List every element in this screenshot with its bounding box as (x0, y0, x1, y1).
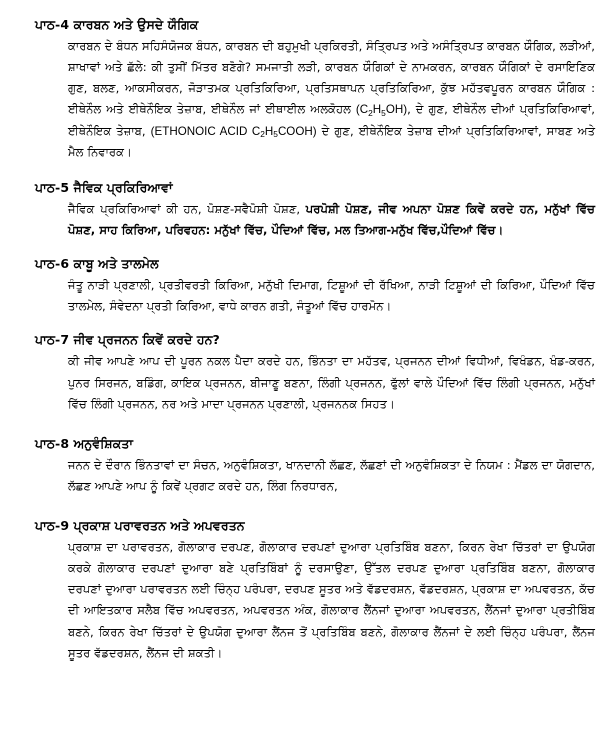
text-run: , ਦੇ ਗੁਣ, ਈਥੇਨੌਲ ਦੀਆਂ ਪ੍ਰਤਿਕਿਰਿਆਵਾਂ, ਈਥੇਨੌਇਕ ਤੇਜ਼ਾਬ, (68, 102, 599, 138)
text-run: OH) (385, 103, 408, 117)
section-8-heading: ਪਾਠ-8 ਅਨੁਵੰਸ਼ਿਕਤਾ (35, 435, 134, 451)
section-9-body (0, 537, 607, 664)
text-run: 5 (381, 107, 386, 118)
text-run: 5 (273, 128, 278, 139)
section-6-heading: ਪਾਠ-6 ਕਾਬੂ ਅਤੇ ਤਾਲਮੇਲ (35, 256, 159, 271)
text-run: ਦੇ ਗੁਣ, ਈਥੇਨੌਇਕ ਤੇਜ਼ਾਬ ਦੀਆਂ ਪ੍ਰਤਿਕਿਰਿਆਵਾਂ, ਸਾਬਣ ਅਤੇ ਮੈਲ ਨਿਵਾਰਕ। (68, 123, 599, 159)
text-run: ਕਾਰਬਨ ਦੇ ਬੰਧਨ ਸਹਿਸੰਯੋਜਕ ਬੰਧਨ, ਕਾਰਬਨ ਦੀ ਬਹੁਮੁਖੀ ਪ੍ਰਕਿਰਤੀ, ਸੰਤ੍ਰਿਪਤ ਅਤੇ ਅਸੰਤ੍ਰਿਪਤ ਕਾਰਬਨ ਯੌਗਿਕ, ਲੜੀਆਂ, ਸ਼ਾਖਾਵਾਂ ਅਤੇ ਛੱਲੇ: ਕੀ ਤੁਸੀਂ ਮਿੱਤਰ ਬਣੋਗੇ? ਸਮਜਾਤੀ ਲੜੀ, ਕਾਰਬਨ ਯੌਗਿਕਾਂ ਦੇ ਨਾਮਕਰਨ, ਕਾਰਬਨ ਯੌਗਿਕਾਂ ਦੇ ਰਸਾਇਣਿਕ ਗੁਣ, ਬਲਣ, ਆਕਸੀਕਰਨ, ਜੋੜਾਤਮਕ ਪ੍ਰਤਿਕਿਰਿਆ, ਪ੍ਰਤਿਸਥਾਪਨ ਪ੍ਰਤਿਕਿਰਿਆ, ਕੁੱਝ ਮਹੱਤਵਪੂਰਨ ਕਾਰਬਨ ਯੌਗਿਕ : ਈਥੇਨੌਲ ਅਤੇ ਈਥੇਨੌਇਕ ਤੇਜ਼ਾਬ, ਈਥੇਨੌਲ ਜਾਂ ਈਥਾਈਲ ਅਲਕੋਹਲ (68, 39, 599, 117)
text-run: ਪ੍ਰਕਾਸ਼ ਦਾ ਪਰਾਵਰਤਨ, ਗੋਲਾਕਾਰ ਦਰਪਣ, ਗੋਲਾਕਾਰ ਦਰਪਣਾਂ ਦੁਆਰਾ ਪ੍ਰਤਿਬਿੰਬ ਬਣਨਾ, ਕਿਰਨ ਰੇਖਾ ਚਿੱਤਰਾਂ ਦਾ ਉਪਯੋਗ ਕਰਕੇ ਗੋਲਾਕਾਰ ਦਰਪਣਾਂ ਦੁਆਰਾ ਬਣੇ ਪ੍ਰਤਿਬਿੰਬਾਂ ਨੂੰ ਦਰਸਾਉਣਾ, ਉੱਤਲ ਦਰਪਣ ਦੁਆਰਾ ਪ੍ਰਤਿਬਿੰਬ ਬਣਨਾ, ਗੋਲਾਕਾਰ ਦਰਪਣਾਂ ਦੁਆਰਾ ਪਰਾਵਰਤਨ ਲਈ ਚਿੰਨ੍ਹ ਪਰੰਪਰਾ, ਦਰਪਣ ਸੂਤਰ ਅਤੇ ਵੱਡਦਰਸ਼ਨ, ਵੱਡਦਰਸ਼ਨ, ਪ੍ਰਕਾਸ਼ ਦਾ ਅਪਵਰਤਨ, ਕੱਚ ਦੀ ਆਇਤਕਾਰ ਸਲੈਬ ਵਿੱਚ ਅਪਵਰਤਨ, ਅਪਵਰਤਨ ਅੰਕ, ਗੋਲਾਕਾਰ ਲੈਂਨਜਾਂ ਦੁਆਰਾ ਅਪਵਰਤਨ, ਲੈਂਨਜਾਂ ਦੁਆਰਾ ਪ੍ਰਤੀਬਿੰਬ ਬਣਨੇ, ਕਿਰਨ ਰੇਖਾ ਚਿੱਤਰਾਂ ਦੇ ਉਪਯੋਗ ਦੁਆਰਾ ਲੈਂਨਜ ਤੋਂ ਪ੍ਰਤਿਬਿੰਬ ਬਣਨੇ, ਗੋਲਾਕਾਰ ਲੈਂਨਜਾਂ ਦੇ ਲਈ ਚਿੰਨ੍ਹ ਪਰੰਪਰਾ, ਲੈਂਨਜ ਸੂਤਰ ਵੱਡਦਰਸ਼ਨ, ਲੈਂਨਜ ਦੀ ਸ਼ਕਤੀ। (68, 540, 599, 660)
syllabus-section-9 (0, 517, 607, 664)
section-7-body (0, 351, 607, 414)
section-4-heading: ਪਾਠ-4 ਕਾਰਬਨ ਅਤੇ ਉਸਦੇ ਯੌਗਿਕ (35, 17, 199, 32)
text-run: 2 (368, 107, 373, 118)
section-5-heading: ਪਾਠ-5 ਜੈਵਿਕ ਪ੍ਰਕਿਰਿਆਵਾਂ (35, 179, 173, 195)
section-7-heading: ਪਾਠ-7 ਜੀਵ ਪ੍ਰਜਨਨ ਕਿਵੇਂ ਕਰਦੇ ਹਨ? (35, 332, 220, 348)
text-run: ਜੰਤੂ ਨਾੜੀ ਪ੍ਰਣਾਲੀ, ਪ੍ਰਤੀਵਰਤੀ ਕਿਰਿਆ, ਮਨੁੱਖੀ ਦਿਮਾਗ, ਟਿਸ਼ੂਆਂ ਦੀ ਰੱਖਿਆ, ਨਾੜੀ ਟਿਸ਼ੂਆਂ ਦੀ ਕਿਰਿਆ, ਪੌਦਿਆਂ ਵਿੱਚ ਤਾਲਮੇਲ, ਸੰਵੇਦਨਾ ਪ੍ਰਤੀ ਕਿਰਿਆ, ਵਾਧੇ ਕਾਰਨ ਗਤੀ, ਜੰਤੂਆਂ ਵਿੱਚ ਹਾਰਮੋਨ। (68, 278, 599, 314)
text-run: ਜੈਵਿਕ ਪ੍ਰਕਿਰਿਆਵਾਂ ਕੀ ਹਨ, ਪੋਸ਼ਣ-ਸਵੈਪੋਸ਼ੀ ਪੋਸ਼ਣ, (68, 201, 306, 216)
text-run: ਕੀ ਜੀਵ ਆਪਣੇ ਆਪ ਦੀ ਪੂਰਨ ਨਕਲ ਪੈਦਾ ਕਰਦੇ ਹਨ, ਭਿੰਨਤਾ ਦਾ ਮਹੱਤਵ, ਪ੍ਰਜਨਨ ਦੀਆਂ ਵਿਧੀਆਂ, ਵਿਖੰਡਨ, ਖੰਡ-ਕਰਨ, ਪੁਨਰ ਸਿਰਜਨ, ਬਡਿੰਗ, ਕਾਇਕ ਪ੍ਰਜਨਨ, ਬੀਜਾਣੂ ਬਣਨਾ, ਲਿੰਗੀ ਪ੍ਰਜਨਨ, ਫੁੱਲਾਂ ਵਾਲੇ ਪੌਦਿਆਂ ਵਿੱਚ ਲਿੰਗੀ ਪ੍ਰਜਨਨ, ਮਨੁੱਖਾਂ ਵਿੱਚ ਲਿੰਗੀ ਪ੍ਰਜਨਨ, ਨਰ ਅਤੇ ਮਾਦਾ ਪ੍ਰਜਨਨ ਪ੍ਰਣਾਲੀ, ਪ੍ਰਜਨਨਕ ਸਿਹਤ। (68, 354, 599, 411)
syllabus-section-8 (0, 435, 607, 497)
syllabus-section-7 (0, 331, 607, 414)
syllabus-section-4 (0, 16, 607, 163)
text-run: ਜਨਨ ਦੇ ਦੌਰਾਨ ਭਿੰਨਤਾਵਾਂ ਦਾ ਸੰਚਨ, ਅਨੁਵੰਸ਼ਿਕਤਾ, ਖਾਨਦਾਨੀ ਲੱਛਣ, ਲੱਛਣਾਂ ਦੀ ਅਨੁਵੰਸ਼ਿਕਤਾ ਦੇ ਨਿਯਮ : ਮੈਂਡਲ ਦਾ ਯੋਗਦਾਨ, ਲੱਛਣ ਆਪਣੇ ਆਪ ਨੂੰ ਕਿਵੇਂ ਪ੍ਰਗਟ ਕਰਦੇ ਹਨ, ਲਿੰਗ ਨਿਰਧਾਰਨ, (68, 457, 599, 493)
section-4-body (0, 36, 607, 163)
text-run: 2 (260, 128, 265, 139)
section-8-body (0, 455, 607, 497)
text-run: COOH) (277, 124, 317, 138)
text-run: ਪਰਪੋਸ਼ੀ ਪੋਸ਼ਣ, ਜੀਵ ਅਪਨਾ ਪੋਸ਼ਣ ਕਿਵੇਂ ਕਰਦੇ ਹਨ, ਮਨੁੱਖਾਂ ਵਿੱਚ ਪੋਸ਼ਣ, ਸਾਹ ਕਿਰਿਆ, ਪਰਿਵਹਨ: ਮਨੁੱਖਾਂ ਵਿੱਚ, ਪੌਦਿਆਂ ਵਿੱਚ, ਮਲ ਤਿਆਗ-ਮਨੁੱਖ ਵਿੱਚ,ਪੌਦਿਆਂ ਵਿੱਚ। (68, 201, 600, 237)
text-run: (ETHONOIC ACID C (150, 124, 261, 138)
section-5-body (0, 199, 607, 241)
section-9-heading: ਪਾਠ-9 ਪ੍ਰਕਾਸ਼ ਪਰਾਵਰਤਨ ਅਤੇ ਅਪਵਰਤਨ (35, 518, 245, 534)
text-run: (C (355, 103, 369, 117)
syllabus-section-5 (0, 179, 607, 241)
section-6-body (0, 275, 607, 317)
syllabus-section-6 (0, 255, 607, 317)
text-run: H (264, 124, 274, 138)
text-run: H (372, 103, 382, 117)
